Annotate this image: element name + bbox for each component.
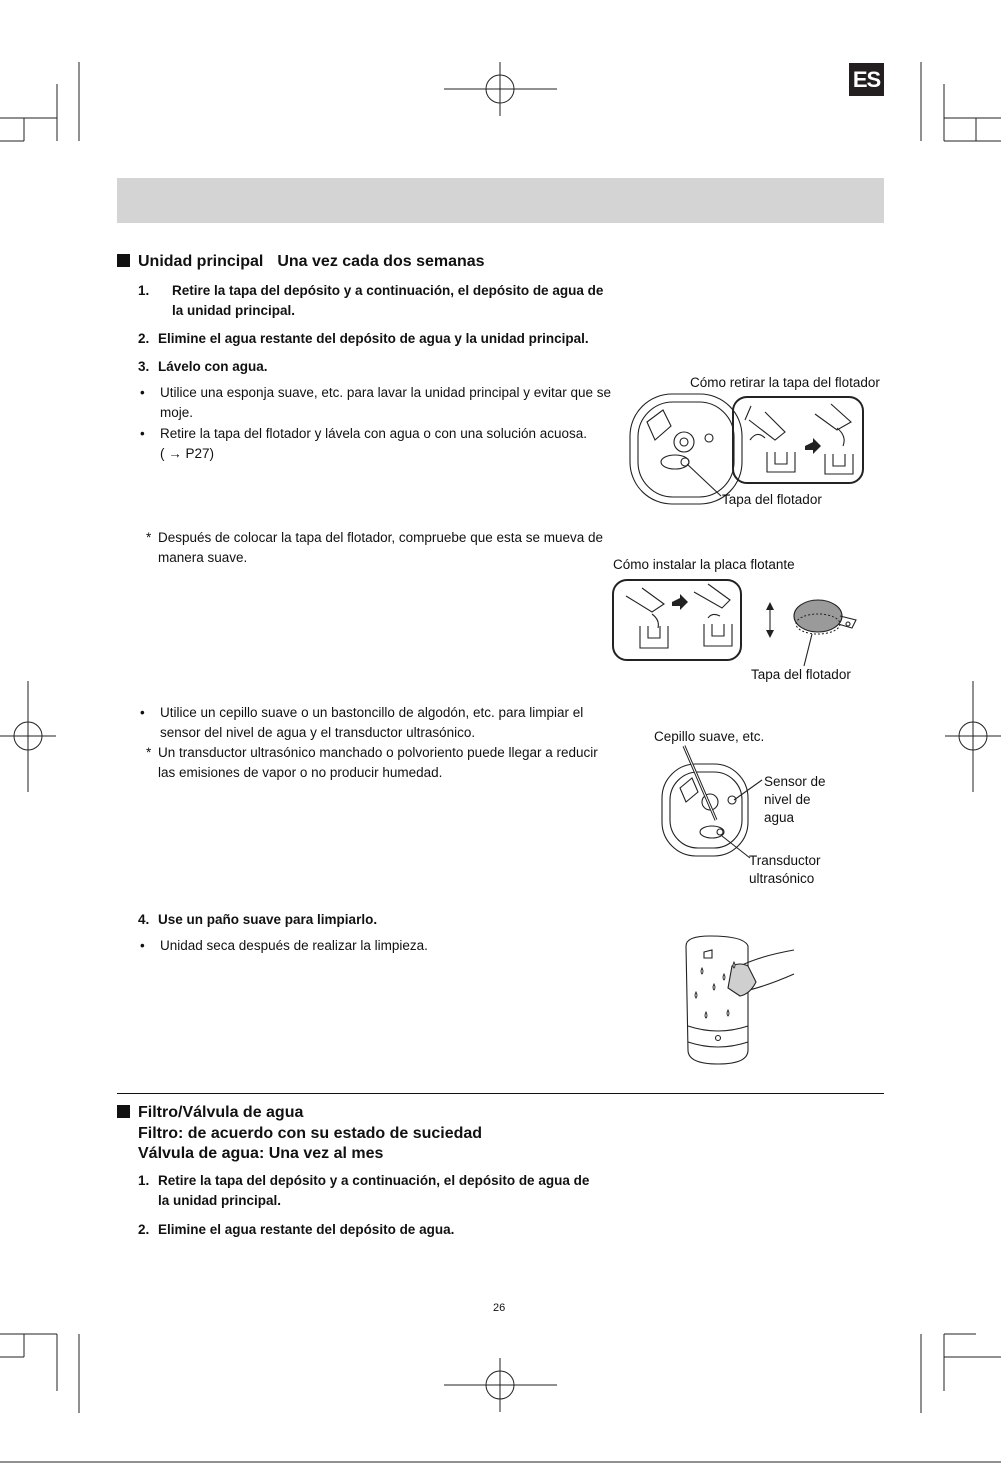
step-number: 3. [138,359,150,374]
figure-caption: Cómo retirar la tapa del flotador [690,375,880,390]
section-heading [117,252,485,272]
note-item [146,743,608,783]
step-text: Lávelo con agua. [158,359,268,374]
step-number: 4. [138,912,150,927]
figure-caption: Cómo instalar la placa flotante [613,557,795,572]
step-text: Retire la tapa del depósito y a continuación, el depósito de agua de la unidad principal. [172,283,604,318]
section-subtitle: Válvula de agua: Una vez al mes [138,1145,384,1162]
bullet-item [140,383,615,423]
page-number: 26 [493,1302,506,1314]
step-text: Use un paño suave para limpiarlo. [158,912,378,927]
bullet-mark: • [140,426,145,441]
step-number: 1. [138,283,150,298]
section-subtitle: Filtro: de acuerdo con su estado de suciedad [138,1125,483,1142]
step-item [138,281,618,321]
step-number: 2. [138,1222,150,1237]
step-item [138,329,618,349]
bullet-item [140,424,590,464]
bullet-mark: • [140,705,145,720]
figure-label: Sensor de nivel de agua [764,774,826,825]
step-text: Elimine el agua restante del depósito de agua. [158,1222,455,1237]
figure-caption: Cepillo suave, etc. [654,729,765,744]
bullet-text: Utilice un cepillo suave o un bastoncillo de algodón, etc. para limpiar el sensor del nivel de agua y el transductor ultrasónico. [160,705,584,740]
bullet-item [140,703,600,743]
step-text: Retire la tapa del depósito y a continuación, el depósito de agua de la unidad principal. [158,1173,590,1208]
header-band [117,178,884,223]
note-text: Después de colocar la tapa del flotador, compruebe que esta se mueva de manera suave. [158,530,604,565]
bullet-text: Utilice una esponja suave, etc. para lavar la unidad principal y evitar que se moje. [160,385,612,420]
square-bullet-icon [117,1105,130,1118]
section-heading [117,1103,303,1123]
bullet-mark: • [140,385,145,400]
step-item [138,357,618,377]
float-plate-installation-illustration [612,578,862,668]
unit-wiping-illustration [680,934,800,1070]
step-number: 1. [138,1173,150,1188]
bullet-mark: • [140,938,145,953]
note-text: Un transductor ultrasónico manchado o polvoriento puede llegar a reducir las emisiones de vapor o no producir humedad. [158,745,598,780]
step-number: 2. [138,331,150,346]
section-title: Filtro/Válvula de agua [138,1104,304,1121]
bullet-text: Unidad seca después de realizar la limpieza. [160,938,428,953]
figure-label: Transductor ultrasónico [749,853,821,886]
bullet-text: Retire la tapa del flotador y lávela con agua o con una solución acuosa. ( → P27) [160,426,588,461]
step-item [138,910,618,930]
section-title: Unidad principal [138,253,264,270]
step-text: Elimine el agua restante del depósito de agua y la unidad principal. [158,331,589,346]
language-badge: ES [849,63,884,96]
note-mark: * [146,530,152,545]
figure-label: Tapa del flotador [751,667,851,682]
section-divider [117,1093,884,1094]
step-item [138,1220,618,1240]
section-frequency: Una vez cada dos semanas [277,253,485,270]
note-item [146,528,611,568]
bullet-item [140,936,615,956]
square-bullet-icon [117,254,130,267]
note-mark: * [146,745,152,760]
figure-label: Tapa del flotador [722,492,822,507]
step-item [138,1171,604,1211]
